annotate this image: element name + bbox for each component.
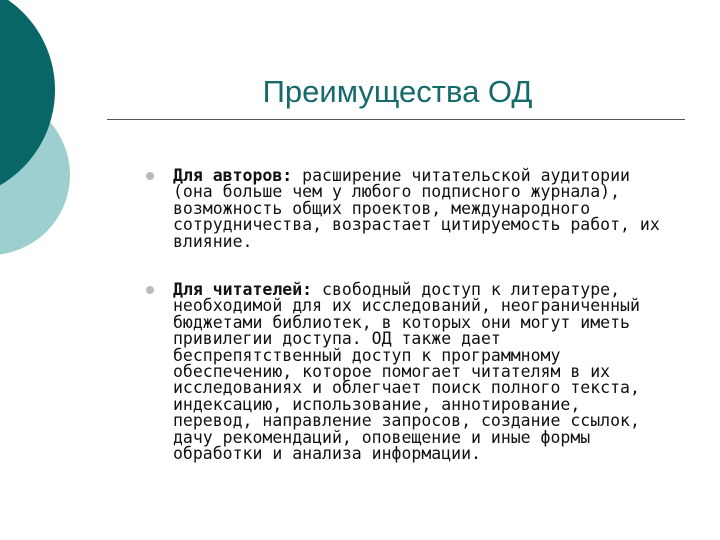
bullet-line: (она больше чем у любого подписного журнала), bbox=[173, 182, 621, 202]
bullet-line: обеспечению, которое помогает читателям в их bbox=[173, 362, 611, 382]
bullet-dot-icon bbox=[146, 172, 154, 180]
bullet-term: Для авторов: bbox=[173, 166, 293, 185]
bullet-text: свободный доступ к литературе, bbox=[322, 280, 621, 299]
bullet-item-authors bbox=[173, 168, 693, 250]
bullet-line: дачу рекомендаций, оповещение и иные формы bbox=[173, 427, 591, 447]
bullet-dot-icon bbox=[146, 286, 154, 294]
bullet-line: возможность общих проектов, международного bbox=[173, 198, 591, 218]
bullet-line: сотрудничества, возрастает цитируемость работ, их bbox=[173, 215, 660, 235]
bullet-text: расширение читательской аудитории bbox=[302, 166, 630, 185]
bullet-line: влияние. bbox=[173, 231, 253, 251]
bullet-line: необходимой для их исследований, неограниченный bbox=[173, 296, 640, 316]
bullet-line: беспрепятственный доступ к программному bbox=[173, 345, 561, 365]
bullet-term: Для читателей: bbox=[173, 280, 313, 299]
slide-title: Преимущества ОД bbox=[262, 74, 533, 109]
bullet-line: бюджетами библиотек, в которых они могут иметь bbox=[173, 312, 630, 332]
bullet-line: обработки и анализа информации. bbox=[173, 444, 481, 464]
bullet-line: индексацию, использование, аннотирование, bbox=[173, 394, 581, 414]
bullet-item-readers bbox=[173, 282, 693, 462]
bullet-line: привилегии доступа. ОД также дает bbox=[173, 329, 501, 349]
bullet-line: перевод, направление запросов, создание ссылок, bbox=[173, 411, 640, 431]
bullet-line: исследованиях и облегчает поиск полного текста, bbox=[173, 378, 640, 398]
